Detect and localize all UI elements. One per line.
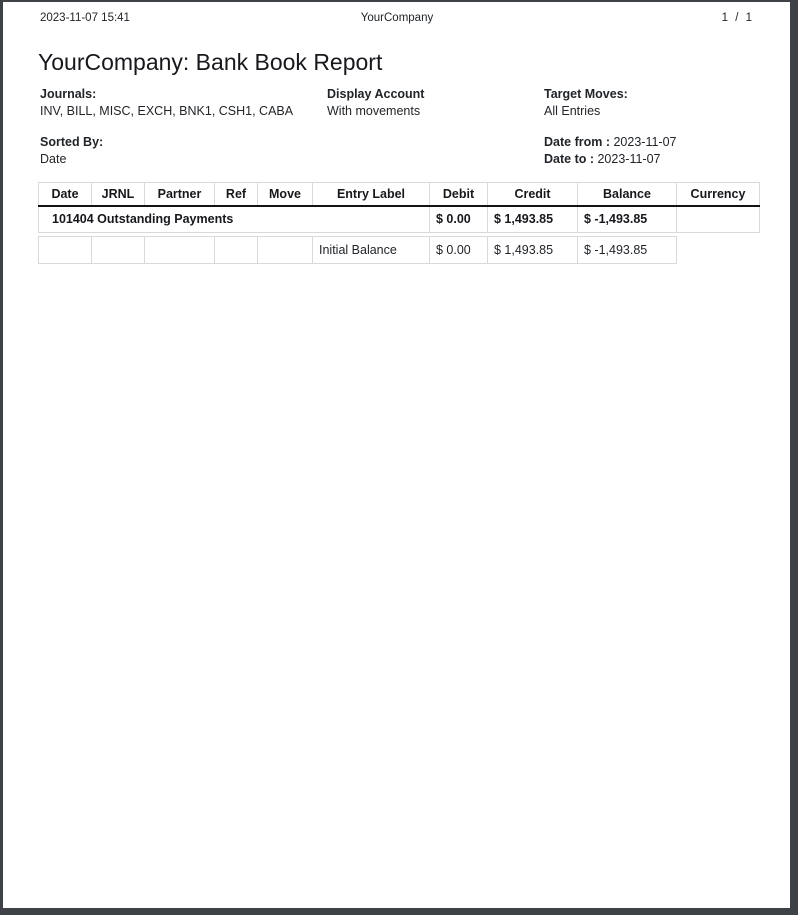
account-debit-total: $ 0.00	[430, 206, 488, 233]
filters-section	[3, 77, 790, 182]
sorted-by-value: Date	[40, 152, 67, 166]
report-running-header	[3, 2, 790, 24]
target-moves-label: Target Moves:	[544, 87, 628, 101]
account-name: 101404 Outstanding Payments	[39, 206, 430, 233]
display-account-label: Display Account	[327, 87, 425, 101]
column-header-balance: Balance	[578, 183, 677, 206]
date-to-line	[544, 151, 754, 168]
cell-debit: $ 0.00	[430, 237, 488, 264]
filter-journals	[40, 86, 327, 120]
column-header-date: Date	[39, 183, 92, 206]
report-page	[3, 2, 790, 908]
date-from-value: 2023-11-07	[613, 135, 677, 149]
journals-label: Journals:	[40, 87, 97, 101]
header-company-name: YourCompany	[360, 12, 434, 24]
column-header-ref: Ref	[215, 183, 258, 206]
cell-currency	[677, 237, 760, 264]
column-header-jrnl: JRNL	[92, 183, 145, 206]
date-from-line	[544, 134, 754, 151]
column-header-entry-label: Entry Label	[313, 183, 430, 206]
cell-entry-label: Initial Balance	[313, 237, 430, 264]
account-currency-total	[677, 206, 760, 233]
filter-sorted-by	[40, 134, 327, 168]
filters-column-journals	[40, 86, 327, 182]
account-summary-row	[39, 206, 760, 233]
date-from-label: Date from :	[544, 135, 610, 149]
filters-column-target-moves	[544, 86, 754, 182]
filter-target-moves	[544, 86, 754, 120]
bank-book-table	[38, 182, 760, 264]
report-title: YourCompany: Bank Book Report	[38, 49, 383, 75]
filters-column-display-account	[327, 86, 544, 182]
cell-partner	[145, 237, 215, 264]
column-header-credit: Credit	[488, 183, 578, 206]
table-row	[39, 237, 760, 264]
header-page-indicator: 1 / 1	[721, 12, 754, 24]
sorted-by-label: Sorted By:	[40, 135, 104, 149]
target-moves-value: All Entries	[544, 104, 601, 118]
filter-display-account	[327, 86, 544, 120]
journals-value: INV, BILL, MISC, EXCH, BNK1, CSH1, CABA	[40, 104, 294, 118]
account-credit-total: $ 1,493.85	[488, 206, 578, 233]
cell-jrnl	[92, 237, 145, 264]
cell-date	[39, 237, 92, 264]
cell-credit: $ 1,493.85	[488, 237, 578, 264]
cell-move	[258, 237, 313, 264]
date-to-value: 2023-11-07	[597, 152, 661, 166]
column-header-debit: Debit	[430, 183, 488, 206]
display-account-value: With movements	[327, 104, 421, 118]
cell-balance: $ -1,493.85	[578, 237, 677, 264]
cell-ref	[215, 237, 258, 264]
column-header-currency: Currency	[677, 183, 760, 206]
date-to-label: Date to :	[544, 152, 594, 166]
filter-date-range	[544, 134, 754, 168]
account-balance-total: $ -1,493.85	[578, 206, 677, 233]
table-header-row	[39, 183, 760, 206]
column-header-move: Move	[258, 183, 313, 206]
header-datetime: 2023-11-07 15:41	[40, 12, 130, 24]
column-header-partner: Partner	[145, 183, 215, 206]
